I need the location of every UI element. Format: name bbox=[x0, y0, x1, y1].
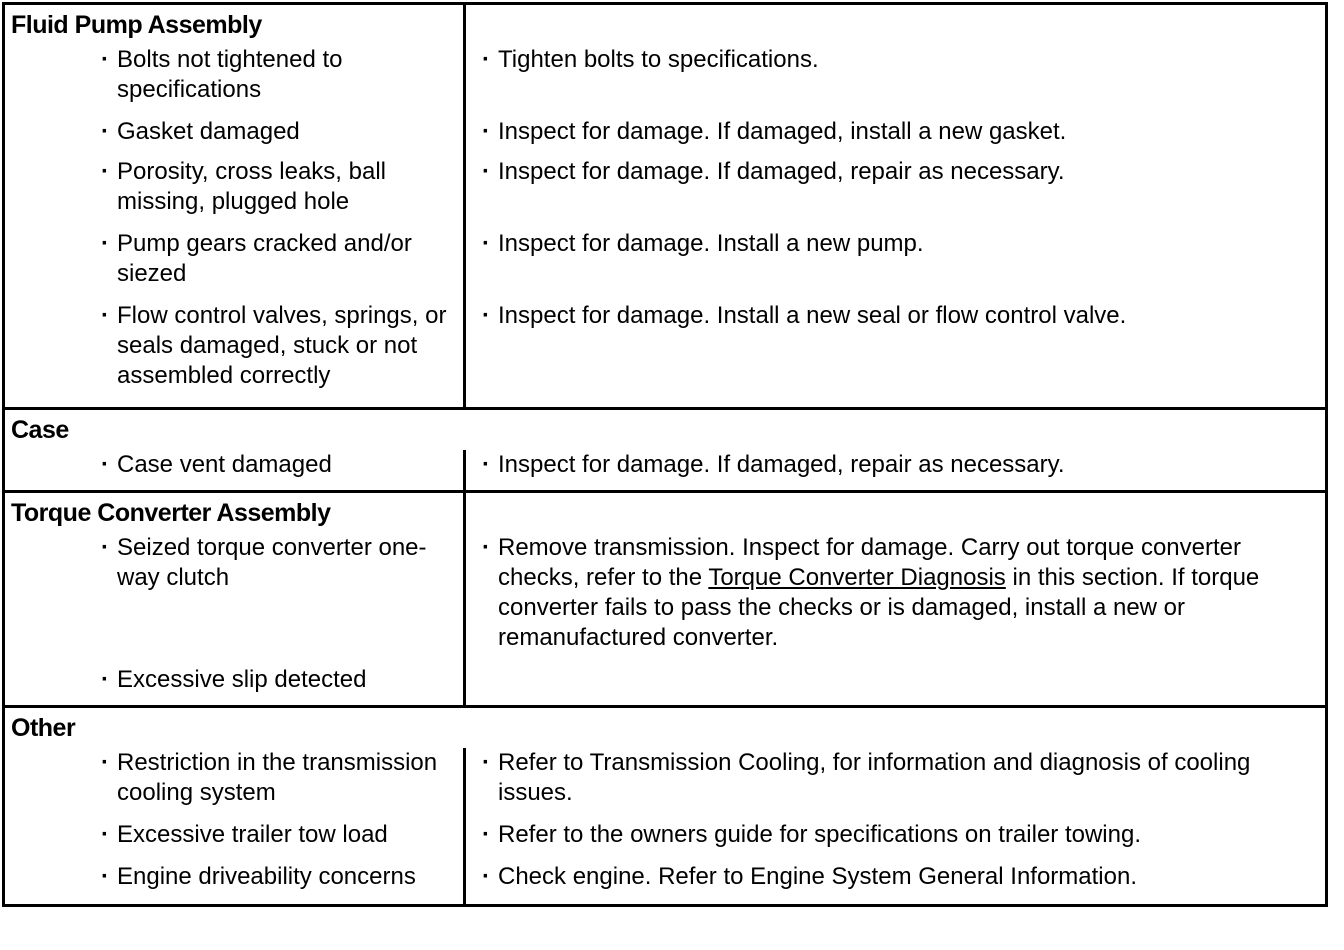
cause-text: · Case vent damaged bbox=[99, 450, 458, 480]
fix-text: · Check engine. Refer to Engine System General Information. bbox=[480, 862, 1315, 892]
table-row bbox=[5, 820, 1325, 862]
fix-text: · Inspect for damage. Install a new seal or flow control valve. bbox=[480, 301, 1315, 331]
cause-text: · Excessive slip detected bbox=[99, 665, 458, 695]
table-row bbox=[5, 533, 1325, 665]
fix-text: · Refer to the owners guide for specifications on trailer towing. bbox=[480, 820, 1315, 850]
table-row bbox=[5, 229, 1325, 301]
table-row bbox=[5, 748, 1325, 820]
cause-text: · Restriction in the transmission cooling system bbox=[99, 748, 458, 808]
section-title: Fluid Pump Assembly bbox=[11, 11, 262, 39]
section-title: Other bbox=[11, 714, 76, 742]
fix-text bbox=[480, 533, 1315, 653]
fix-text: · Inspect for damage. If damaged, repair as necessary. bbox=[480, 157, 1315, 187]
fix-text: · Inspect for damage. Install a new pump. bbox=[480, 229, 1315, 259]
section-title: Case bbox=[11, 416, 69, 444]
cause-text: · Porosity, cross leaks, ball missing, plugged hole bbox=[99, 157, 458, 217]
cause-text: · Excessive trailer tow load bbox=[99, 820, 458, 850]
cause-text: · Engine driveability concerns bbox=[99, 862, 458, 892]
table-row bbox=[5, 450, 1325, 490]
table-row bbox=[5, 665, 1325, 705]
table-row bbox=[5, 45, 1325, 117]
section-torque-converter-assembly bbox=[5, 493, 1325, 708]
fix-text-part: Remove transmission. Inspect for damage. Carry out torque converter checks, refer to the bbox=[498, 534, 1241, 591]
fix-text-part: in this section. If torque converter fails to pass the checks or is damaged, install a new or remanufactured converter. bbox=[498, 564, 1260, 651]
section-case bbox=[5, 410, 1325, 493]
fix-text: · Inspect for damage. If damaged, install a new gasket. bbox=[480, 117, 1315, 147]
section-other bbox=[5, 708, 1325, 904]
fix-text: · Inspect for damage. If damaged, repair as necessary. bbox=[480, 450, 1315, 480]
cause-text: · Seized torque converter one-way clutch bbox=[99, 533, 458, 593]
cause-text: · Gasket damaged bbox=[99, 117, 458, 147]
table-row bbox=[5, 862, 1325, 904]
table-row bbox=[5, 301, 1325, 407]
section-fluid-pump-assembly bbox=[5, 5, 1325, 410]
section-title: Torque Converter Assembly bbox=[11, 499, 331, 527]
cause-text: · Bolts not tightened to specifications bbox=[99, 45, 458, 105]
cause-text: · Pump gears cracked and/or siezed bbox=[99, 229, 458, 289]
diagnosis-table bbox=[2, 2, 1328, 907]
fix-text: · Refer to Transmission Cooling, for information and diagnosis of cooling issues. bbox=[480, 748, 1315, 808]
cause-text: · Flow control valves, springs, or seals damaged, stuck or not assembled correctly bbox=[99, 301, 458, 391]
table-row bbox=[5, 157, 1325, 229]
fix-text: · Tighten bolts to specifications. bbox=[480, 45, 1315, 75]
table-row bbox=[5, 117, 1325, 157]
torque-converter-diagnosis-link[interactable]: Torque Converter Diagnosis bbox=[708, 564, 1006, 591]
